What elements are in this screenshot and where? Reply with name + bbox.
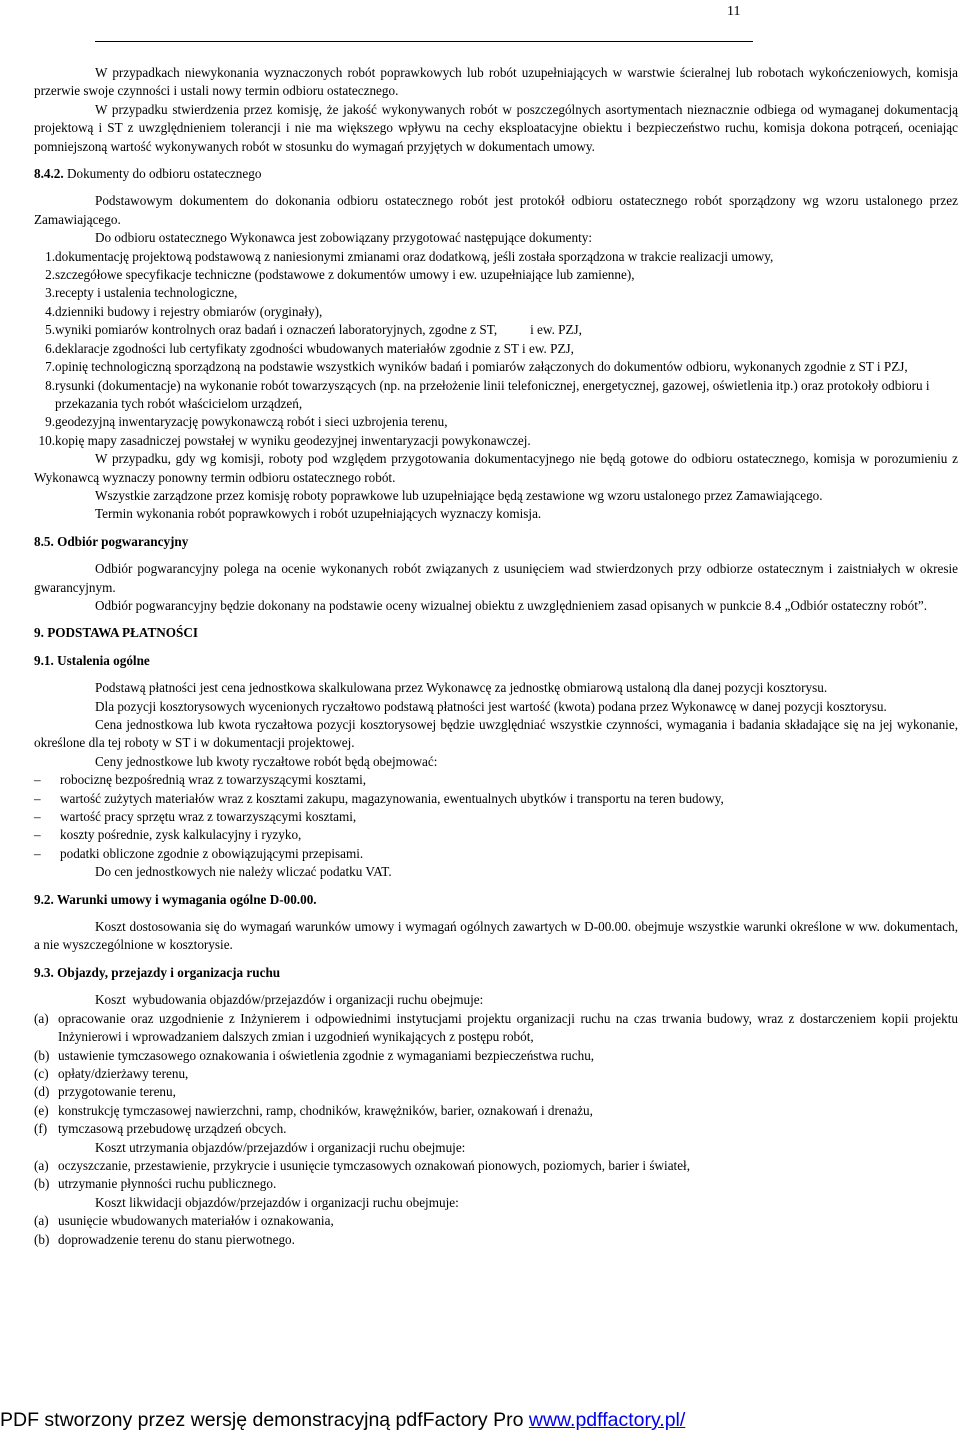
paragraph: Koszt utrzymania objazdów/przejazdów i organizacji ruchu obejmuje: [95,1139,466,1155]
section-heading-9-1: 9.1. Ustalenia ogólne [34,652,150,668]
paragraph: Odbiór pogwarancyjny będzie dokonany na podstawie oceny wizualnej obiektu z uwzględnieniem zasad opisanych w punkcie 8.4 „Odbiór ostateczny robót”. [95,597,928,613]
construction-cost-list [34,1010,958,1139]
list-item: (b) ustawienie tymczasowego oznakowania i oświetlenia zgodnie z wymaganiami bezpieczeństwa ruchu, [34,1047,595,1063]
pdf-watermark-footer [0,1411,685,1429]
list-item: 2. szczegółowe specyfikacje techniczne (podstawowe z dokumentów umowy i ew. uzupełniające lub zamienne), [45,267,635,283]
paragraph: Termin wykonania robót poprawkowych i robót uzupełniających wyznaczy komisja. [95,506,542,522]
list-item: 5. wyniki pomiarów kontrolnych oraz badań i oznaczeń laboratoryjnych, zgodne z ST, i ew. PZJ, [45,322,582,338]
intro-paragraph: W przypadku stwierdzenia przez komisję, że jakość wykonywanych robót w poszczególnych asortymentach nieznacznie odbiega od wymaganej dokumentacją projektową i ST z uwzględnieniem tolerancji i nie ma większego wpływu na cechy eksploatacyjne obiektu i bezpieczeństwo ruchu, komisja dokona potrąceń, oceniając pomniejszoną wartość wykonywanych robót w stosunku do wymagań przyjętych w dokumentach umowy. [34,101,958,154]
list-item: 8. rysunki (dokumentacje) na wykonanie robót towarzyszących (np. na przełożenie linii telefonicznej, energetycznej, gazowej, oświetlenia itp.) oraz protokoły odbioru i przekazania tych robót właścicielom urządzeń, [45,377,930,411]
list-item: – wartość zużytych materiałów wraz z kosztami zakupu, magazynowania, ewentualnych ubytków i transportu na teren budowy, [34,790,724,806]
footer-text: PDF stworzony przez wersję demonstracyjną pdfFactory Pro [0,1409,529,1431]
paragraph: W przypadku, gdy wg komisji, roboty pod względem przygotowania dokumentacyjnego nie będą gotowe do odbioru ostatecznego, komisja w porozumieniu z Wykonawcą wyznaczy ponowny termin odbioru ostatecznego robót. [34,451,958,485]
paragraph: Koszt dostosowania się do wymagań warunków umowy i wymagań ogólnych zawartych w D-00.00. obejmuje wszystkie warunki określone w ww. dokumentach, a nie wyszczególnione w kosztorysie. [34,919,958,953]
list-item: 3. recepty i ustalenia technologiczne, [45,285,238,301]
paragraph: Wszystkie zarządzone przez komisję roboty poprawkowe lub uzupełniające będą zestawione wg wzoru ustalonego przez Zamawiającego. [95,487,823,503]
paragraph: Cena jednostkowa lub kwota ryczałtowa pozycji kosztorysowej będzie uwzględniać wszystkie czynności, wymagania i badania składające się na jej wykonanie, określone dla tej roboty w ST i w dokumentacji projektowej. [34,717,958,751]
section-heading-8-5: 8.5. Odbiór pogwarancyjny [34,533,189,549]
paragraph: Podstawowym dokumentem do dokonania odbioru ostatecznego robót jest protokół odbioru ostatecznego robót sporządzony wg wzoru ustalonego przez Zamawiającego. [34,193,958,227]
header-rule [95,41,753,42]
intro-paragraph: W przypadkach niewykonania wyznaczonych robót poprawkowych lub robót uzupełniających w warstwie ścieralnej lub robotach wykończeniowych, komisja przerwie swoje czynności i ustali nowy termin odbioru ostatecznego. [34,65,958,99]
list-item: (f) tymczasową przebudowę urządzeń obcych. [34,1121,287,1137]
list-item: (b) doprowadzenie terenu do stanu pierwotnego. [34,1231,295,1247]
removal-cost-list [34,1212,958,1249]
list-item: 9. geodezyjną inwentaryzację powykonawczą robót i sieci uzbrojenia terenu, [45,414,448,430]
paragraph: Koszt likwidacji objazdów/przejazdów i organizacji ruchu obejmuje: [95,1194,459,1210]
list-item: 4. dzienniki budowy i rejestry obmiarów (oryginały), [45,303,323,319]
footer-link[interactable]: www.pdffactory.pl/ [528,1409,686,1431]
paragraph: Ceny jednostkowe lub kwoty ryczałtowe robót będą obejmować: [95,753,438,769]
list-item: 6. deklaracje zgodności lub certyfikaty zgodności wbudowanych materiałów zgodnie z ST i ew. PZJ, [45,340,574,356]
paragraph: Koszt wybudowania objazdów/przejazdów i organizacji ruchu obejmuje: [95,992,484,1008]
list-item: 7. opinię technologiczną sporządzoną na podstawie wszystkich wyników badań i pomiarów załączonych do dokumentów odbioru, wykonanych zgodnie z ST i PZJ, [45,359,908,375]
paragraph: Do cen jednostkowych nie należy wliczać podatku VAT. [95,864,392,880]
list-item: 10. kopię mapy zasadniczej powstałej w wyniku geodezyjnej inwentaryzacji powykonawczej. [38,432,531,448]
list-item: (e) konstrukcję tymczasowej nawierzchni, ramp, chodników, krawężników, barier, oznakowań i drenażu, [34,1102,593,1118]
documents-list [34,248,958,450]
paragraph: Odbiór pogwarancyjny polega na ocenie wykonanych robót związanych z usunięciem wad stwierdzonych przy odbiorze ostatecznym i zaistniałych w okresie gwarancyjnym. [34,561,958,595]
document-body [34,64,958,1249]
list-item: (d) przygotowanie terenu, [34,1084,176,1100]
list-item: – podatki obliczone zgodnie z obowiązującymi przepisami. [34,845,364,861]
list-item: (a) usunięcie wbudowanych materiałów i oznakowania, [34,1213,334,1229]
paragraph: Do odbioru ostatecznego Wykonawca jest zobowiązany przygotować następujące dokumenty: [95,230,592,246]
list-item: 1. dokumentację projektową podstawową z naniesionymi zmianami oraz dodatkową, jeśli została sporządzona w trakcie realizacji umowy, [45,248,774,264]
list-item: (c) opłaty/dzierżawy terenu, [34,1065,189,1081]
section-heading-9: 9. PODSTAWA PŁATNOŚCI [34,625,199,641]
list-item: (a) oczyszczanie, przestawienie, przykrycie i usunięcie tymczasowych oznakowań pionowych, poziomych, barier i świateł, [34,1157,691,1173]
list-item: – robociznę bezpośrednią wraz z towarzyszącymi kosztami, [34,772,367,788]
list-item: – koszty pośrednie, zysk kalkulacyjny i ryzyko, [34,827,302,843]
section-heading-9-2: 9.2. Warunki umowy i wymagania ogólne D-00.00. [34,891,317,907]
paragraph: Podstawą płatności jest cena jednostkowa skalkulowana przez Wykonawcę za jednostkę obmiarową ustaloną dla danej pozycji kosztorysu. [95,680,828,696]
page-number: 11 [727,4,741,19]
list-item: (b) utrzymanie płynności ruchu publicznego. [34,1176,277,1192]
list-item: – wartość pracy sprzętu wraz z towarzyszącymi kosztami, [34,809,357,825]
section-heading-9-3: 9.3. Objazdy, przejazdy i organizacja ruchu [34,964,281,980]
paragraph: Dla pozycji kosztorysowych wycenionych ryczałtowo podstawą płatności jest wartość (kwota) podana przez Wykonawcę w danej pozycji kosztorysu. [95,698,887,714]
section-heading-8-4-2: 8.4.2. Dokumenty do odbioru ostatecznego [34,166,262,182]
cost-components-list [34,771,958,863]
list-item: (a) opracowanie oraz uzgodnienie z Inżynierem i odpowiednimi instytucjami projektu organizacji ruchu na czas trwania budowy, wraz z dostarczeniem kopii projektu Inżynierowi i wprowadzaniem dalszych zmian i uzgodnień wynikających z postępu robót, [34,1010,958,1045]
maintenance-cost-list [34,1157,958,1194]
